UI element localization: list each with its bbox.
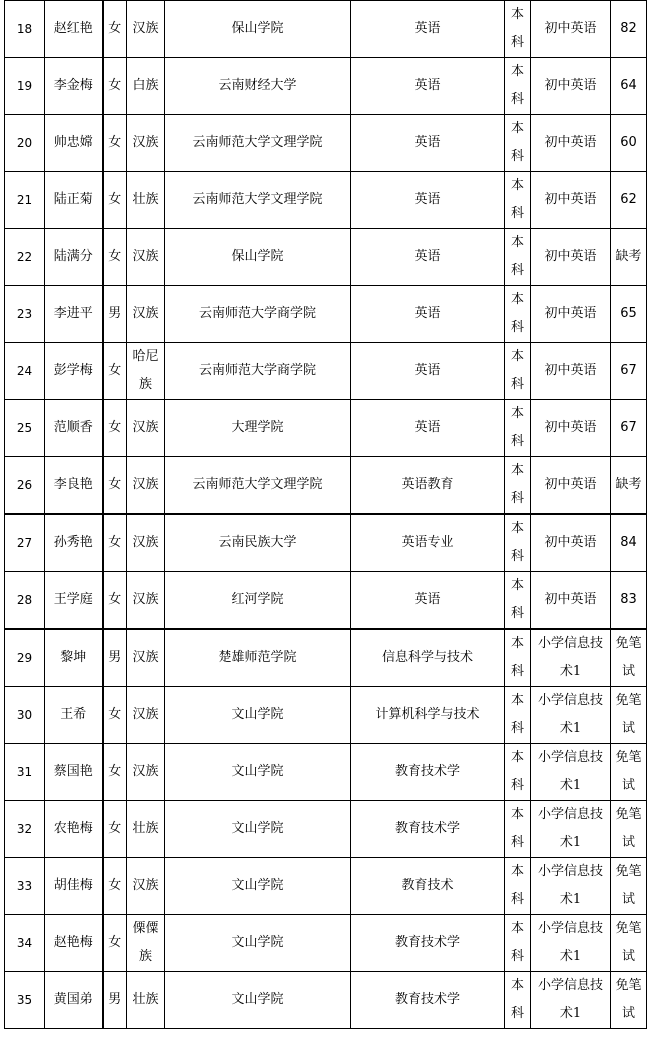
major-cell: 教育技术 — [351, 858, 505, 915]
applied-position-cell: 小学信息技术1 — [531, 972, 611, 1029]
applied-position-cell: 小学信息技术1 — [531, 744, 611, 801]
row-number-cell: 25 — [5, 400, 45, 457]
school-cell: 文山学院 — [165, 687, 351, 744]
gender-cell: 女 — [103, 514, 127, 572]
candidate-name-cell: 范顺香 — [45, 400, 103, 457]
exam-score-cell: 64 — [611, 58, 647, 115]
table-row — [5, 915, 647, 972]
major-cell: 信息科学与技术 — [351, 629, 505, 687]
school-cell: 云南师范大学文理学院 — [165, 115, 351, 172]
row-number-cell: 18 — [5, 1, 45, 58]
ethnicity-cell: 壮族 — [127, 972, 165, 1029]
exam-score-cell: 免笔试 — [611, 629, 647, 687]
table-row — [5, 744, 647, 801]
exam-score-cell: 免笔试 — [611, 744, 647, 801]
school-cell: 文山学院 — [165, 972, 351, 1029]
row-number-cell: 32 — [5, 801, 45, 858]
school-cell: 文山学院 — [165, 801, 351, 858]
degree-cell: 本科 — [505, 744, 531, 801]
table-row — [5, 229, 647, 286]
major-cell: 英语 — [351, 400, 505, 457]
gender-cell: 男 — [103, 629, 127, 687]
row-number-cell: 19 — [5, 58, 45, 115]
applied-position-cell: 初中英语 — [531, 229, 611, 286]
table-row — [5, 801, 647, 858]
candidate-name-cell: 王希 — [45, 687, 103, 744]
applied-position-cell: 初中英语 — [531, 514, 611, 572]
ethnicity-cell: 汉族 — [127, 514, 165, 572]
exam-score-cell: 62 — [611, 172, 647, 229]
applied-position-cell: 初中英语 — [531, 343, 611, 400]
ethnicity-cell: 汉族 — [127, 457, 165, 515]
school-cell: 云南师范大学商学院 — [165, 286, 351, 343]
table-row — [5, 629, 647, 687]
school-cell: 文山学院 — [165, 858, 351, 915]
row-number-cell: 21 — [5, 172, 45, 229]
gender-cell: 女 — [103, 457, 127, 515]
exam-score-cell: 67 — [611, 400, 647, 457]
candidate-name-cell: 赵艳梅 — [45, 915, 103, 972]
candidate-name-cell: 蔡国艳 — [45, 744, 103, 801]
degree-cell: 本科 — [505, 115, 531, 172]
degree-cell: 本科 — [505, 514, 531, 572]
exam-score-cell: 免笔试 — [611, 801, 647, 858]
major-cell: 英语 — [351, 286, 505, 343]
row-number-cell: 24 — [5, 343, 45, 400]
degree-cell: 本科 — [505, 400, 531, 457]
gender-cell: 男 — [103, 286, 127, 343]
applied-position-cell: 初中英语 — [531, 1, 611, 58]
degree-cell: 本科 — [505, 572, 531, 630]
gender-cell: 女 — [103, 172, 127, 229]
major-cell: 英语 — [351, 229, 505, 286]
table-body — [5, 1, 647, 1029]
ethnicity-cell: 汉族 — [127, 687, 165, 744]
ethnicity-cell: 哈尼族 — [127, 343, 165, 400]
applied-position-cell: 小学信息技术1 — [531, 687, 611, 744]
table-row — [5, 400, 647, 457]
ethnicity-cell: 壮族 — [127, 172, 165, 229]
gender-cell: 女 — [103, 343, 127, 400]
school-cell: 楚雄师范学院 — [165, 629, 351, 687]
degree-cell: 本科 — [505, 915, 531, 972]
roster-sheet — [4, 0, 646, 1029]
degree-cell: 本科 — [505, 229, 531, 286]
row-number-cell: 22 — [5, 229, 45, 286]
degree-cell: 本科 — [505, 58, 531, 115]
candidate-name-cell: 农艳梅 — [45, 801, 103, 858]
ethnicity-cell: 汉族 — [127, 286, 165, 343]
candidate-name-cell: 李进平 — [45, 286, 103, 343]
exam-score-cell: 免笔试 — [611, 858, 647, 915]
ethnicity-cell: 汉族 — [127, 229, 165, 286]
candidate-table — [4, 0, 647, 1029]
exam-score-cell: 60 — [611, 115, 647, 172]
school-cell: 保山学院 — [165, 1, 351, 58]
candidate-name-cell: 帅忠嫦 — [45, 115, 103, 172]
applied-position-cell: 初中英语 — [531, 172, 611, 229]
degree-cell: 本科 — [505, 629, 531, 687]
applied-position-cell: 初中英语 — [531, 115, 611, 172]
major-cell: 教育技术学 — [351, 915, 505, 972]
applied-position-cell: 小学信息技术1 — [531, 801, 611, 858]
row-number-cell: 28 — [5, 572, 45, 630]
row-number-cell: 26 — [5, 457, 45, 515]
exam-score-cell: 缺考 — [611, 229, 647, 286]
gender-cell: 女 — [103, 801, 127, 858]
table-row — [5, 58, 647, 115]
row-number-cell: 30 — [5, 687, 45, 744]
degree-cell: 本科 — [505, 1, 531, 58]
candidate-name-cell: 黎坤 — [45, 629, 103, 687]
exam-score-cell: 免笔试 — [611, 915, 647, 972]
degree-cell: 本科 — [505, 801, 531, 858]
candidate-name-cell: 陆正菊 — [45, 172, 103, 229]
ethnicity-cell: 壮族 — [127, 801, 165, 858]
major-cell: 英语 — [351, 1, 505, 58]
applied-position-cell: 初中英语 — [531, 58, 611, 115]
exam-score-cell: 免笔试 — [611, 687, 647, 744]
gender-cell: 女 — [103, 572, 127, 630]
ethnicity-cell: 汉族 — [127, 744, 165, 801]
applied-position-cell: 初中英语 — [531, 286, 611, 343]
school-cell: 云南师范大学商学院 — [165, 343, 351, 400]
major-cell: 英语教育 — [351, 457, 505, 515]
major-cell: 英语 — [351, 572, 505, 630]
applied-position-cell: 初中英语 — [531, 572, 611, 630]
major-cell: 英语 — [351, 343, 505, 400]
ethnicity-cell: 傈僳族 — [127, 915, 165, 972]
major-cell: 英语 — [351, 172, 505, 229]
exam-score-cell: 67 — [611, 343, 647, 400]
candidate-name-cell: 黄国弟 — [45, 972, 103, 1029]
exam-score-cell: 65 — [611, 286, 647, 343]
table-row — [5, 286, 647, 343]
major-cell: 教育技术学 — [351, 801, 505, 858]
table-row — [5, 115, 647, 172]
degree-cell: 本科 — [505, 457, 531, 515]
gender-cell: 女 — [103, 400, 127, 457]
row-number-cell: 20 — [5, 115, 45, 172]
candidate-name-cell: 彭学梅 — [45, 343, 103, 400]
candidate-name-cell: 李良艳 — [45, 457, 103, 515]
table-row — [5, 858, 647, 915]
candidate-name-cell: 胡佳梅 — [45, 858, 103, 915]
gender-cell: 女 — [103, 915, 127, 972]
row-number-cell: 27 — [5, 514, 45, 572]
candidate-name-cell: 李金梅 — [45, 58, 103, 115]
major-cell: 英语 — [351, 115, 505, 172]
exam-score-cell: 免笔试 — [611, 972, 647, 1029]
applied-position-cell: 初中英语 — [531, 400, 611, 457]
gender-cell: 女 — [103, 58, 127, 115]
school-cell: 保山学院 — [165, 229, 351, 286]
ethnicity-cell: 白族 — [127, 58, 165, 115]
applied-position-cell: 小学信息技术1 — [531, 858, 611, 915]
candidate-name-cell: 孙秀艳 — [45, 514, 103, 572]
major-cell: 英语 — [351, 58, 505, 115]
school-cell: 大理学院 — [165, 400, 351, 457]
gender-cell: 女 — [103, 1, 127, 58]
school-cell: 红河学院 — [165, 572, 351, 630]
ethnicity-cell: 汉族 — [127, 629, 165, 687]
table-row — [5, 687, 647, 744]
ethnicity-cell: 汉族 — [127, 1, 165, 58]
school-cell: 文山学院 — [165, 744, 351, 801]
row-number-cell: 35 — [5, 972, 45, 1029]
row-number-cell: 33 — [5, 858, 45, 915]
gender-cell: 女 — [103, 744, 127, 801]
school-cell: 云南民族大学 — [165, 514, 351, 572]
ethnicity-cell: 汉族 — [127, 115, 165, 172]
school-cell: 云南师范大学文理学院 — [165, 172, 351, 229]
candidate-name-cell: 赵红艳 — [45, 1, 103, 58]
applied-position-cell: 小学信息技术1 — [531, 915, 611, 972]
exam-score-cell: 84 — [611, 514, 647, 572]
degree-cell: 本科 — [505, 172, 531, 229]
degree-cell: 本科 — [505, 687, 531, 744]
row-number-cell: 34 — [5, 915, 45, 972]
exam-score-cell: 缺考 — [611, 457, 647, 515]
gender-cell: 女 — [103, 858, 127, 915]
table-row — [5, 572, 647, 630]
row-number-cell: 29 — [5, 629, 45, 687]
table-row — [5, 1, 647, 58]
table-row — [5, 972, 647, 1029]
degree-cell: 本科 — [505, 858, 531, 915]
candidate-name-cell: 王学庭 — [45, 572, 103, 630]
ethnicity-cell: 汉族 — [127, 400, 165, 457]
degree-cell: 本科 — [505, 972, 531, 1029]
table-row — [5, 457, 647, 515]
major-cell: 英语专业 — [351, 514, 505, 572]
applied-position-cell: 初中英语 — [531, 457, 611, 515]
gender-cell: 女 — [103, 687, 127, 744]
gender-cell: 女 — [103, 229, 127, 286]
major-cell: 教育技术学 — [351, 972, 505, 1029]
school-cell: 云南财经大学 — [165, 58, 351, 115]
exam-score-cell: 82 — [611, 1, 647, 58]
ethnicity-cell: 汉族 — [127, 858, 165, 915]
major-cell: 计算机科学与技术 — [351, 687, 505, 744]
row-number-cell: 23 — [5, 286, 45, 343]
gender-cell: 男 — [103, 972, 127, 1029]
major-cell: 教育技术学 — [351, 744, 505, 801]
table-row — [5, 343, 647, 400]
degree-cell: 本科 — [505, 343, 531, 400]
table-row — [5, 514, 647, 572]
exam-score-cell: 83 — [611, 572, 647, 630]
gender-cell: 女 — [103, 115, 127, 172]
ethnicity-cell: 汉族 — [127, 572, 165, 630]
row-number-cell: 31 — [5, 744, 45, 801]
candidate-name-cell: 陆满分 — [45, 229, 103, 286]
degree-cell: 本科 — [505, 286, 531, 343]
school-cell: 云南师范大学文理学院 — [165, 457, 351, 515]
school-cell: 文山学院 — [165, 915, 351, 972]
applied-position-cell: 小学信息技术1 — [531, 629, 611, 687]
table-row — [5, 172, 647, 229]
